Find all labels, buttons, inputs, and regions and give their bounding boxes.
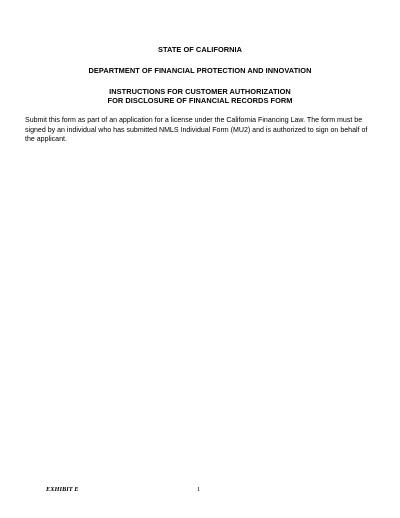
heading-state: STATE OF CALIFORNIA: [157, 45, 243, 54]
footer-exhibit-label: EXHIBIT E: [46, 486, 79, 493]
footer-page-number: 1: [197, 486, 201, 493]
heading-instructions-line1: INSTRUCTIONS FOR CUSTOMER AUTHORIZATION: [109, 87, 291, 96]
heading-department: DEPARTMENT OF FINANCIAL PROTECTION AND INNOVATION: [88, 66, 312, 75]
heading-instructions-line2: FOR DISCLOSURE OF FINANCIAL RECORDS FORM: [107, 96, 293, 105]
body-paragraph: Submit this form as part of an application for a license under the California Financing Law. The form must be signed by an individual who has submitted NMLS Individual Form (MU2) and is authorized to sign on behalf of the applicant.: [25, 117, 368, 144]
